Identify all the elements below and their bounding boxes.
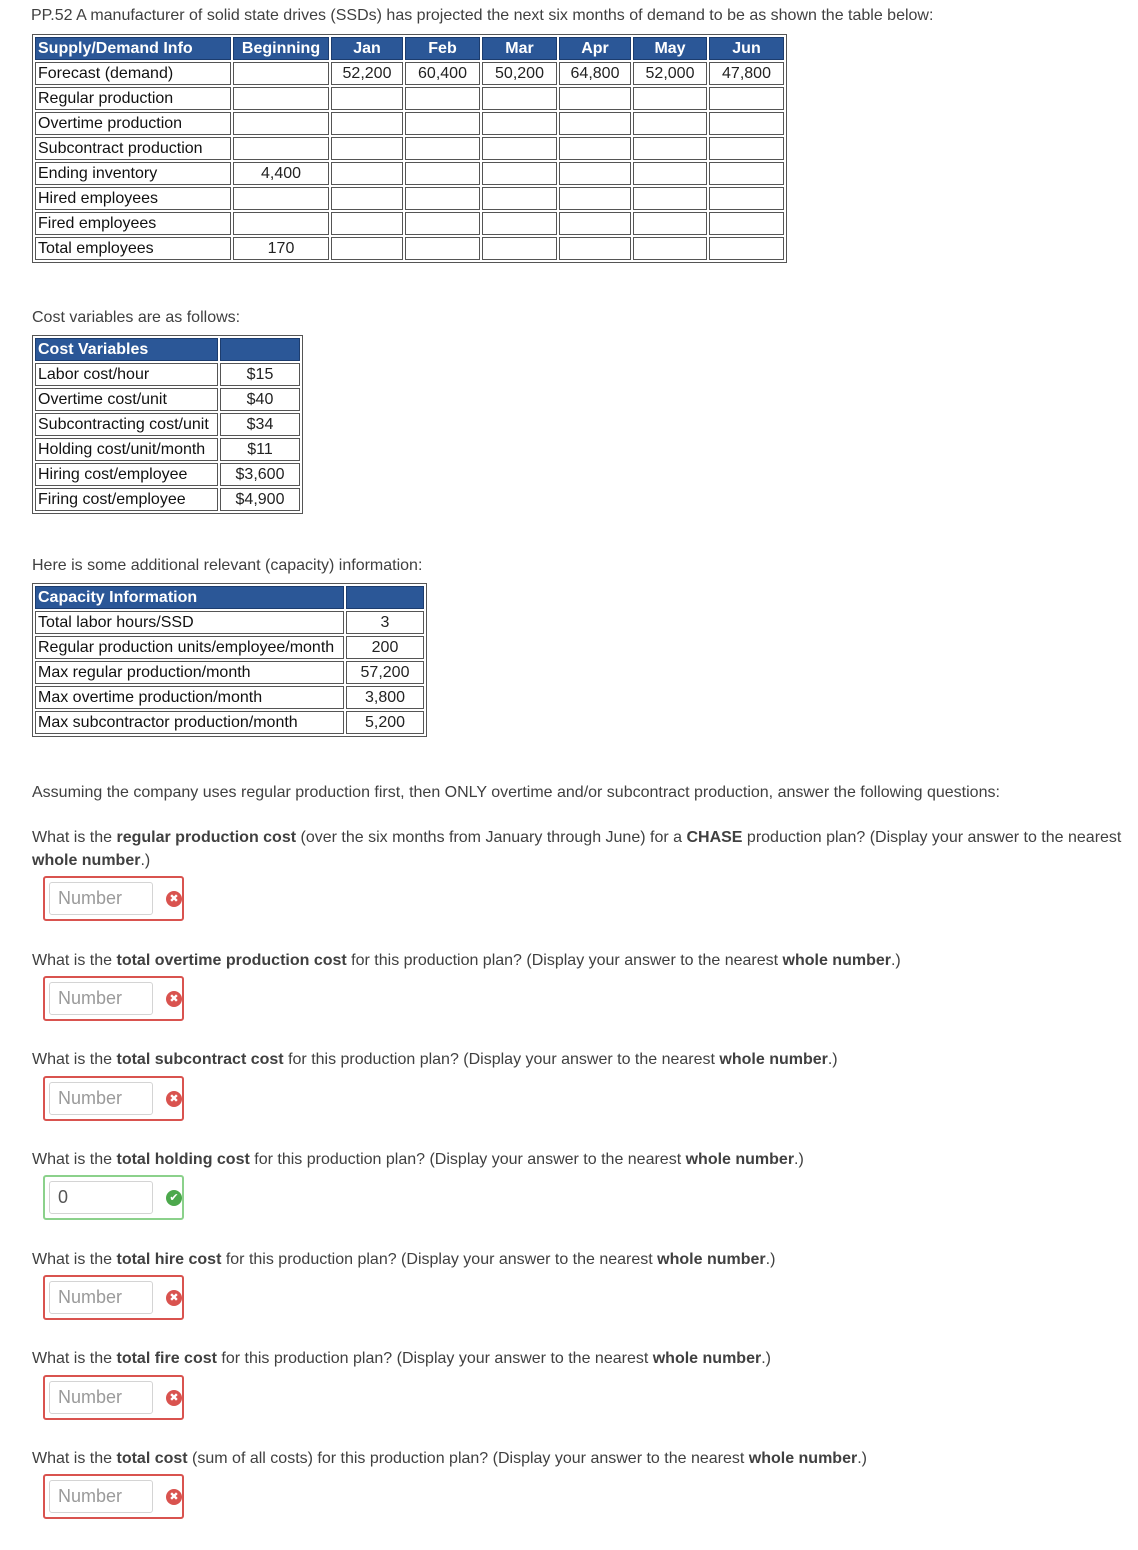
row-label: Total employees (35, 237, 231, 260)
row-label: Regular production (35, 87, 231, 110)
question-fragment: for this production plan? (Display your answer to the nearest (249, 1151, 686, 1168)
question-fragment: for this production plan? (Display your answer to the nearest (216, 1350, 653, 1367)
x-circle-icon: ✖ (166, 1489, 182, 1505)
table-cell (331, 237, 403, 260)
table-row (35, 237, 784, 260)
answer-box (43, 1474, 184, 1519)
question-fragment: What is the (32, 952, 117, 969)
row-label: Fired employees (35, 212, 231, 235)
table-cell: 50,200 (482, 62, 557, 85)
question-fragment: .) (140, 852, 151, 869)
question-text (32, 1048, 1127, 1071)
question-emphasis: total fire cost (116, 1350, 217, 1367)
question-emphasis: total hire cost (116, 1251, 222, 1268)
answer-box (43, 1375, 184, 1420)
capacity-label: Regular production units/employee/month (35, 636, 344, 659)
capacity-label: Max subcontractor production/month (35, 711, 344, 734)
cost-label: Hiring cost/employee (35, 463, 218, 486)
table-row (35, 388, 300, 411)
cost-value: $3,600 (220, 463, 300, 486)
table-cell (233, 212, 329, 235)
table-cell (709, 87, 784, 110)
table-row (35, 112, 784, 135)
cost-label: Labor cost/hour (35, 363, 218, 386)
table-cell (559, 87, 631, 110)
cost-label: Subcontracting cost/unit (35, 413, 218, 436)
question-fragment: .) (761, 1350, 771, 1367)
table-cell (482, 187, 557, 210)
capacity-table-header-blank (346, 586, 424, 609)
table-cell (559, 237, 631, 260)
table-row (35, 212, 784, 235)
table-cell (709, 187, 784, 210)
row-label: Subcontract production (35, 137, 231, 160)
column-header: Feb (405, 37, 480, 60)
table-cell (559, 162, 631, 185)
cost-value: $4,900 (220, 488, 300, 511)
answer-box (43, 976, 184, 1021)
table-cell (405, 162, 480, 185)
table-cell (559, 112, 631, 135)
capacity-value: 57,200 (346, 661, 424, 684)
table-cell (633, 162, 707, 185)
column-header: Jan (331, 37, 403, 60)
problem-intro: PP.52 A manufacturer of solid state drives (SSDs) has projected the next six months of demand to be as shown the table below: (31, 7, 934, 24)
table-row (35, 363, 300, 386)
question-fragment: What is the (32, 1350, 117, 1367)
table-cell (405, 212, 480, 235)
answer-box (43, 1275, 184, 1320)
table-cell (633, 212, 707, 235)
row-label: Ending inventory (35, 162, 231, 185)
question-emphasis: total holding cost (116, 1151, 250, 1168)
cost-variables-table (32, 335, 303, 514)
question-fragment: .) (857, 1450, 867, 1467)
question-fragment: production plan? (Display your answer to the nearest (742, 829, 1122, 846)
table-row (35, 611, 424, 634)
table-row (35, 187, 784, 210)
table-row (35, 87, 784, 110)
cost-table-header: Cost Variables (35, 338, 218, 361)
table-cell (633, 137, 707, 160)
answer-box (43, 1076, 184, 1121)
table-cell (559, 212, 631, 235)
question-emphasis: whole number (652, 1350, 762, 1367)
table-cell: 52,200 (331, 62, 403, 85)
row-label: Forecast (demand) (35, 62, 231, 85)
table-cell (331, 87, 403, 110)
x-circle-icon: ✖ (166, 1290, 182, 1306)
cost-label: Overtime cost/unit (35, 388, 218, 411)
table-cell (233, 112, 329, 135)
question-fragment: (over the six months from January through June) for a (296, 829, 687, 846)
question-emphasis: whole number (32, 852, 141, 869)
table-cell: 4,400 (233, 162, 329, 185)
table-row (35, 711, 424, 734)
column-header: Jun (709, 37, 784, 60)
cost-table-header-blank (220, 338, 300, 361)
question-emphasis: total subcontract cost (116, 1051, 284, 1068)
column-header: Supply/Demand Info (35, 37, 231, 60)
cost-value: $34 (220, 413, 300, 436)
x-circle-icon: ✖ (166, 891, 182, 907)
capacity-value: 3,800 (346, 686, 424, 709)
question-fragment: What is the (32, 1450, 117, 1467)
table-cell (482, 212, 557, 235)
answer-input[interactable] (49, 982, 153, 1015)
table-cell (233, 87, 329, 110)
question-fragment: .) (765, 1251, 776, 1268)
table-cell (633, 237, 707, 260)
table-cell: 60,400 (405, 62, 480, 85)
question-text (32, 826, 1127, 872)
cost-value: $15 (220, 363, 300, 386)
question-fragment: .) (890, 952, 901, 969)
x-circle-icon: ✖ (166, 1091, 182, 1107)
question-text (32, 1447, 1127, 1470)
answer-input[interactable] (49, 1082, 153, 1115)
table-cell (233, 137, 329, 160)
cost-label: Firing cost/employee (35, 488, 218, 511)
table-row (35, 686, 424, 709)
question-emphasis: CHASE (686, 829, 743, 846)
table-cell (482, 237, 557, 260)
question-fragment: What is the (32, 1251, 117, 1268)
capacity-value: 200 (346, 636, 424, 659)
capacity-label: Total labor hours/SSD (35, 611, 344, 634)
table-cell (709, 137, 784, 160)
x-circle-icon: ✖ (166, 1390, 182, 1406)
table-cell: 64,800 (559, 62, 631, 85)
cost-intro: Cost variables are as follows: (32, 309, 241, 326)
table-cell (233, 62, 329, 85)
column-header: Mar (482, 37, 557, 60)
question-emphasis: whole number (782, 952, 891, 969)
table-row (35, 62, 784, 85)
column-header: May (633, 37, 707, 60)
answer-input[interactable] (49, 1281, 153, 1314)
answer-input[interactable] (49, 1181, 153, 1214)
table-row (35, 488, 300, 511)
table-row (35, 137, 784, 160)
answer-input[interactable] (49, 882, 153, 915)
assumption-text: Assuming the company uses regular production first, then ONLY overtime and/or subcontract production, answer the following questions: (32, 784, 1000, 801)
question-text (32, 1347, 1127, 1370)
table-cell (709, 237, 784, 260)
cost-label: Holding cost/unit/month (35, 438, 218, 461)
column-header: Beginning (233, 37, 329, 60)
question-fragment: for this production plan? (Display your answer to the nearest (283, 1051, 720, 1068)
table-cell (405, 187, 480, 210)
table-cell (709, 162, 784, 185)
question-fragment: What is the (32, 829, 117, 846)
question-emphasis: total overtime production cost (116, 952, 347, 969)
table-cell (405, 87, 480, 110)
answer-box (43, 1175, 184, 1220)
capacity-intro: Here is some additional relevant (capacity) information: (32, 557, 423, 574)
question-fragment: What is the (32, 1151, 117, 1168)
question-emphasis: total cost (116, 1450, 188, 1467)
table-cell (633, 87, 707, 110)
table-cell (331, 162, 403, 185)
question-emphasis: regular production cost (116, 829, 297, 846)
cost-value: $40 (220, 388, 300, 411)
table-row (35, 438, 300, 461)
table-cell (331, 112, 403, 135)
capacity-value: 3 (346, 611, 424, 634)
table-cell (482, 112, 557, 135)
answer-box (43, 876, 184, 921)
answer-input[interactable] (49, 1480, 153, 1513)
table-cell (709, 212, 784, 235)
table-cell (331, 137, 403, 160)
question-fragment: for this production plan? (Display your answer to the nearest (221, 1251, 658, 1268)
table-row (35, 162, 784, 185)
cost-value: $11 (220, 438, 300, 461)
answer-input[interactable] (49, 1381, 153, 1414)
table-cell (482, 137, 557, 160)
question-emphasis: whole number (719, 1051, 828, 1068)
table-cell (233, 187, 329, 210)
question-fragment: What is the (32, 1051, 117, 1068)
table-cell: 52,000 (633, 62, 707, 85)
table-cell (559, 137, 631, 160)
question-fragment: (sum of all costs) for this production plan? (Display your answer to the nearest (187, 1450, 749, 1467)
table-cell (405, 237, 480, 260)
table-cell (331, 212, 403, 235)
question-text (32, 949, 1127, 972)
question-fragment: .) (794, 1151, 804, 1168)
question-text (32, 1148, 1127, 1171)
table-cell (482, 87, 557, 110)
question-emphasis: whole number (748, 1450, 858, 1467)
row-label: Overtime production (35, 112, 231, 135)
column-header: Apr (559, 37, 631, 60)
table-cell (405, 137, 480, 160)
question-emphasis: whole number (685, 1151, 795, 1168)
check-circle-icon: ✔ (166, 1190, 182, 1206)
table-row (35, 463, 300, 486)
capacity-table (32, 583, 427, 737)
table-cell (405, 112, 480, 135)
question-emphasis: whole number (657, 1251, 766, 1268)
table-cell: 47,800 (709, 62, 784, 85)
supply-demand-table (32, 34, 787, 263)
capacity-label: Max regular production/month (35, 661, 344, 684)
question-text (32, 1248, 1127, 1271)
question-fragment: .) (827, 1051, 838, 1068)
row-label: Hired employees (35, 187, 231, 210)
question-fragment: for this production plan? (Display your answer to the nearest (346, 952, 783, 969)
table-cell (331, 187, 403, 210)
capacity-table-header: Capacity Information (35, 586, 344, 609)
table-row (35, 413, 300, 436)
table-row (35, 636, 424, 659)
table-cell (633, 187, 707, 210)
capacity-value: 5,200 (346, 711, 424, 734)
table-row (35, 661, 424, 684)
x-circle-icon: ✖ (166, 991, 182, 1007)
table-cell (559, 187, 631, 210)
table-cell: 170 (233, 237, 329, 260)
capacity-label: Max overtime production/month (35, 686, 344, 709)
table-cell (482, 162, 557, 185)
table-cell (709, 112, 784, 135)
table-cell (633, 112, 707, 135)
